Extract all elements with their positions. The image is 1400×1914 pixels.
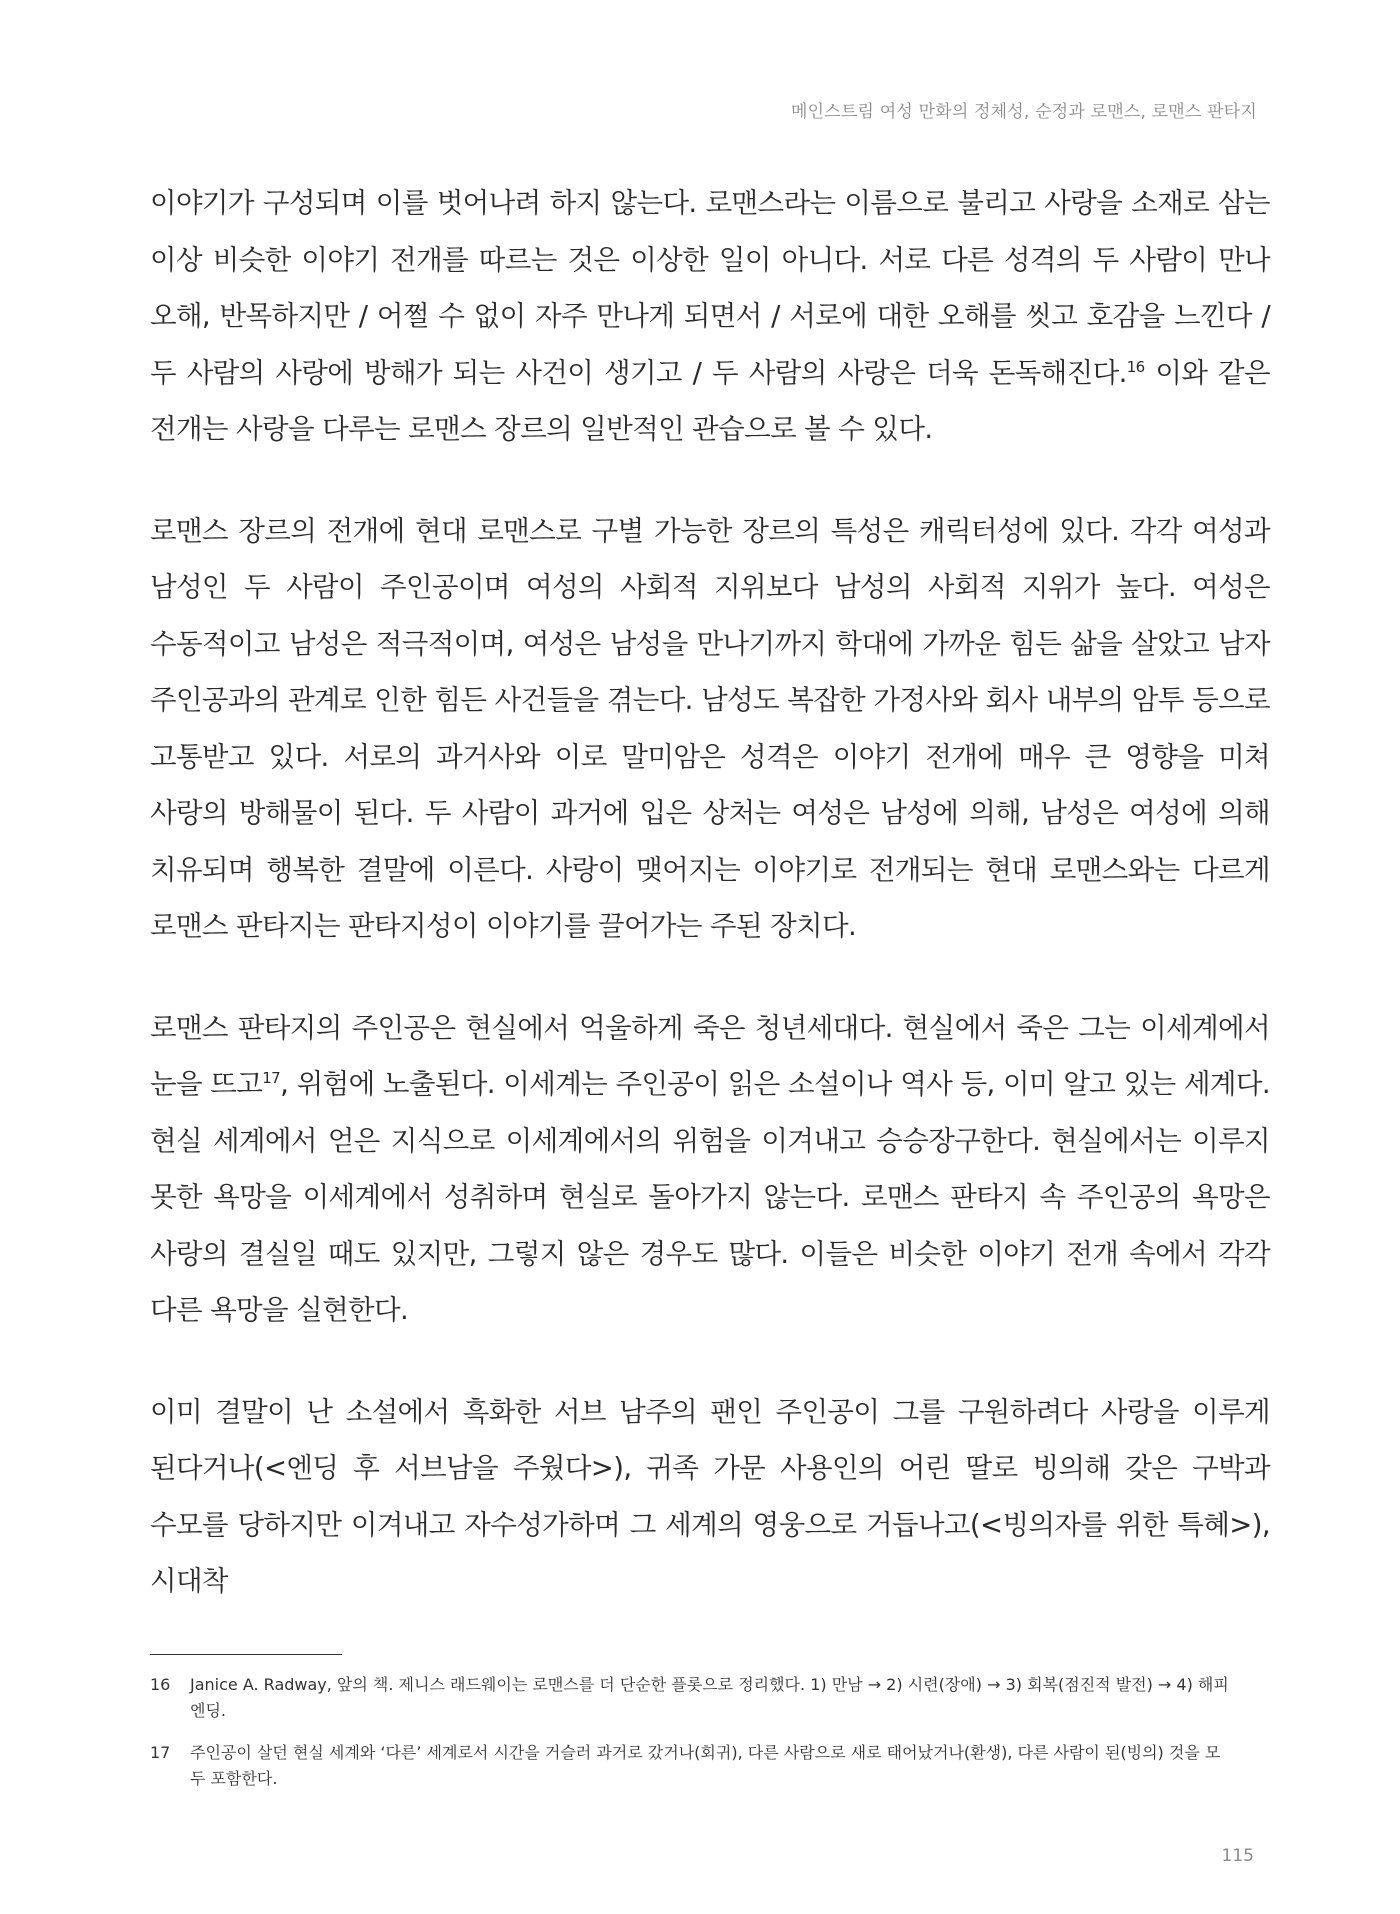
paragraph-4 [150, 1384, 1270, 1610]
footnote-number: 17 [150, 1743, 171, 1762]
footnote-16 [150, 1672, 1250, 1724]
paragraph-text: , 위험에 노출된다. 이세계는 주인공이 읽은 소설이나 역사 등, 이미 알고 있는 세계다. 현실 세계에서 얻은 지식으로 이세계에서의 위험을 이겨내고 승승장구한다. 현실에서는 이루지 못한 욕망을 이세계에서 성취하며 현실로 돌아가지 않는다. 로맨스 판타지 속 주인공의 욕망은 사랑의 결실일 때도 있지만, 그렇지 않은 경우도 많다. 이들은 비슷한 이야기 전개 속에서 각각 다른 욕망을 실현한다. [150, 1068, 1270, 1326]
paragraph-text: 이야기가 구성되며 이를 벗어나려 하지 않는다. 로맨스라는 이름으로 불리고 사랑을 소재로 삼는 이상 비슷한 이야기 전개를 따르는 것은 이상한 일이 아니다. 서로 다른 성격의 두 사람이 만나 오해, 반목하지만 / 어쩔 수 없이 자주 만나게 되면서 / 서로에 대한 오해를 씻고 호감을 느낀다 / 두 사람의 사랑에 방해가 되는 사건이 생기고 / 두 사람의 사랑은 더욱 돈독해진다. [150, 187, 1270, 389]
page-number: 115 [1221, 1846, 1254, 1866]
footnote-17 [150, 1740, 1250, 1792]
paragraph-text: 로맨스 장르의 전개에 현대 로맨스로 구별 가능한 장르의 특성은 캐릭터성에 있다. 각각 여성과 남성인 두 사람이 주인공이며 여성의 사회적 지위보다 남성의 사회적 지위가 높다. 여성은 수동적이고 남성은 적극적이며, 여성은 남성을 만나기까지 학대에 가까운 힘든 삶을 살았고 남자 주인공과의 관계로 인한 힘든 사건들을 겪는다. 남성도 복잡한 가정사와 회사 내부의 암투 등으로 고통받고 있다. 서로의 과거사와 이로 말미암은 성격은 이야기 전개에 매우 큰 영향을 미쳐 사랑의 방해물이 된다. 두 사람이 과거에 입은 상처는 여성은 남성에 의해, 남성은 여성에 의해 치유되며 행복한 결말에 이른다. 사랑이 맺어지는 이야기로 전개되는 현대 로맨스와는 다르게 로맨스 판타지는 판타지성이 이야기를 끌어가는 주된 장치다. [150, 514, 1270, 942]
footnote-number: 16 [150, 1675, 171, 1694]
footnote-divider [150, 1654, 342, 1655]
paragraph-text: 로맨스 판타지의 주인공은 현실에서 억울하게 죽은 청년세대다. 현실에서 죽은 그는 이세계에서 눈을 뜨고 [150, 1011, 1270, 1100]
paragraph-2 [150, 503, 1270, 955]
footnote-ref-16[interactable]: 16 [1126, 357, 1145, 376]
footnote-text: Janice A. Radway, 앞의 책. 제니스 래드웨이는 로맨스를 더 단순한 플롯으로 정리했다. 1) 만남 → 2) 시련(장애) → 3) 회복(점진적 발전) → 4) 해피엔딩. [190, 1675, 1229, 1720]
paragraph-3 [150, 1000, 1270, 1339]
paragraph-text: 이와 같은 전개는 사랑을 다루는 로맨스 장르의 일반적인 관습으로 볼 수 있다. [150, 356, 1270, 445]
footnote-text: 주인공이 살던 현실 세계와 ‘다른’ 세계로서 시간을 거슬러 과거로 갔거나(회귀), 다른 사람으로 새로 태어났거나(환생), 다른 사람이 된(빙의) 것을 모두 포함한다. [190, 1743, 1221, 1788]
running-head: 메인스트림 여성 만화의 정체성, 순정과 로맨스, 로맨스 판타지 [791, 102, 1257, 122]
paragraph-1 [150, 175, 1270, 458]
paragraph-text: 이미 결말이 난 소설에서 흑화한 서브 남주의 팬인 주인공이 그를 구원하려다 사랑을 이루게 된다거나(<엔딩 후 서브남을 주웠다>), 귀족 가문 사용인의 어린 딸로 빙의해 갖은 구박과 수모를 당하지만 이겨내고 자수성가하며 그 세계의 영웅으로 거듭나고(<빙의자를 위한 특혜>), 시대착 [150, 1395, 1270, 1597]
footnote-ref-17[interactable]: 17 [262, 1068, 281, 1087]
body-text [150, 175, 1270, 1610]
footnotes [150, 1672, 1250, 1808]
